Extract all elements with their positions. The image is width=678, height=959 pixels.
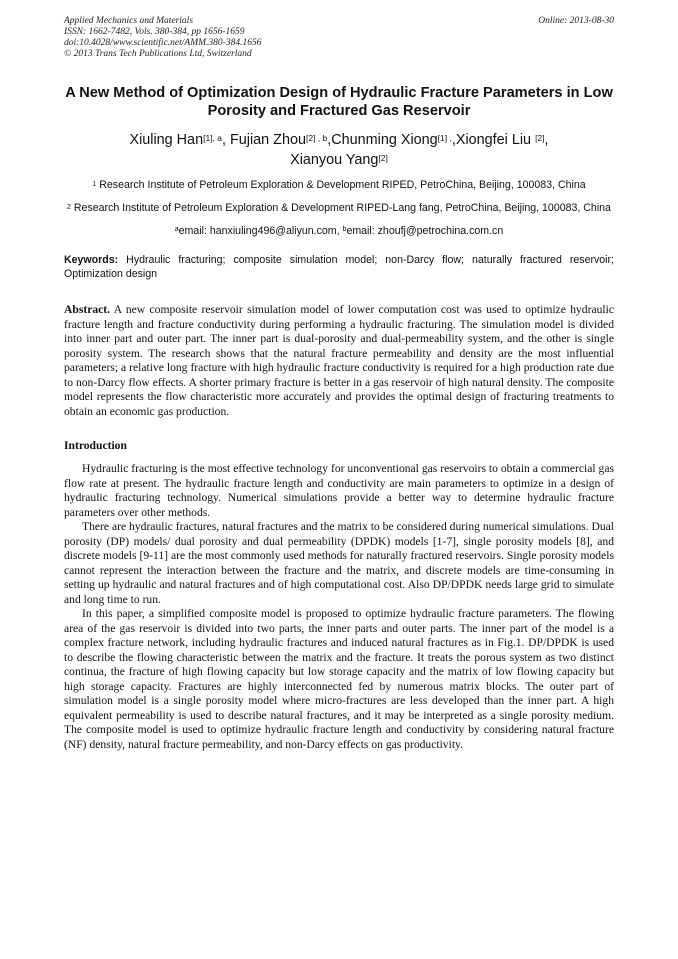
affiliation-sup: 1 <box>92 181 97 188</box>
author-sep: , <box>327 132 332 148</box>
affiliation <box>64 178 614 193</box>
issn-line: ISSN: 1662-7482, Vols. 380-384, pp 1656-1659 <box>64 27 245 37</box>
abstract-text: A new composite reservoir simulation model of lower computation cost was used to optimize hydraulic fracture length and fracture conductivity during performing a hydraulic fracturing. The simulation model is divided into inner part and outer part. The inner part is dual-porosity and dual-permeability system, and the other is single porosity system. The research shows that the natural fracture permeability and density are the most influential parameters; a relative long fracture with high hydraulic fracture conductivity is required for a high production rate due to non-Darcy flow effects. A shorter primary fracture is better in a gas reservoir of high natural density. The composite model represents the flow characteristic more accurately and provides the optimal design of fracturing treatments to obtain an economic gas production. <box>64 303 614 418</box>
doi-line: doi:10.4028/www.scientific.net/AMM.380-384.1656 <box>64 38 262 48</box>
author-sep: , <box>544 132 549 148</box>
author-name: Chunming Xiong <box>331 132 438 148</box>
paper-page <box>64 16 614 752</box>
author-name: Xiuling Han <box>129 132 204 148</box>
affiliation-sup: 2 <box>67 204 71 211</box>
paragraph: There are hydraulic fractures, natural fractures and the matrix to be considered during numerical simulations. Dual porosity (DP) models/ dual porosity and dual permeability (DPDK) models [1-7], single porosity models [8], and discrete models [9-11] are the most commonly used methods for naturally fractured reservoirs. Single porosity models cannot represent the interaction between the fracture and the matrix, and discrete models are time-consuming in setting up hydraulic and natural fractures and of high computational cost. Also DP/DPDK needs large grid to simulate and long time to run. <box>64 520 614 606</box>
email-text: email: zhoufj@petrochina.com.cn <box>346 225 504 237</box>
author-name: Fujian Zhou <box>229 132 306 148</box>
keywords <box>64 253 614 281</box>
author-sep: , <box>221 132 230 148</box>
abstract-label: Abstract. <box>64 303 111 316</box>
paper-title: A New Method of Optimization Design of Hydraulic Fracture Parameters in Low Porosity and Fractured Gas Reservoir <box>65 85 613 119</box>
copyright-line: © 2013 Trans Tech Publications Ltd, Switzerland <box>64 49 252 59</box>
section-heading: Introduction <box>64 439 127 452</box>
affiliation <box>64 201 614 216</box>
author-sup: [2] <box>378 153 388 163</box>
online-date: Online: 2013-08-30 <box>538 16 614 26</box>
author-name: Xianyou Yang <box>290 152 379 168</box>
author-sep: , <box>451 132 456 148</box>
abstract <box>64 303 614 419</box>
author-sup: [1], a <box>203 133 222 143</box>
keywords-label: Keywords: <box>64 254 119 266</box>
journal-header <box>64 16 614 60</box>
email-text: email: hanxiuling496@aliyun.com, <box>178 225 343 237</box>
journal-name: Applied Mechanics and Materials <box>64 16 194 26</box>
author-sup: [1] , <box>437 133 452 143</box>
author-name: Xiongfei Liu <box>455 132 536 148</box>
affiliation-text: Research Institute of Petroleum Exploration & Development RIPED, PetroChina, Beijing, 100083, China <box>96 179 586 191</box>
author-sup: [2] <box>535 133 545 143</box>
email-line <box>64 224 614 238</box>
paragraph: In this paper, a simplified composite model is proposed to optimize hydraulic fracture parameters. The flowing area of the gas reservoir is divided into two parts, the inner parts and outer parts. The inner part of the model is a complex fracture network, including hydraulic fractures and induced natural fractures as in Fig.1. DP/DPDK is used to describe the flowing characteristic between the matrix and the fracture. It treats the porous system as two distinct continua, the fracture of high flowing capacity but low storage capacity and the matrix of low flowing capacity but high storage capacity. Fractures are highly interconnected fed by numerous matrix blocks. The outer part of simulation model is a single porosity model where micro-fractures are less developed than the inner part. A high equivalent permeability is used to describe natural fractures, and it may be interpreted as a single porosity medium. The composite model is used to optimize hydraulic fracture length and conductivity by considering natural fracture (NF) density, natural fracture permeability, and non-Darcy effects on gas productivity. <box>64 607 614 751</box>
affiliation-text: Research Institute of Petroleum Exploration & Development RIPED-Lang fang, PetroChina, Beijing, 100083, China <box>70 202 611 214</box>
email-sup: a <box>174 226 179 233</box>
paragraph: Hydraulic fracturing is the most effective technology for unconventional gas reservoirs to obtain a commercial gas flow rate at present. The hydraulic fracture length and conductivity are main parameters to optimize in a design of hydraulic fracturing technology. Numerical simulations provide a better way to determine hydraulic fracture parameters over other methods. <box>64 462 614 519</box>
author-sup: [2] , b <box>305 133 328 143</box>
email-sup: b <box>342 226 347 233</box>
author-list <box>64 130 614 170</box>
keywords-text: Hydraulic fracturing; composite simulation model; non-Darcy flow; naturally fractured reservoir; Optimization design <box>64 254 614 280</box>
